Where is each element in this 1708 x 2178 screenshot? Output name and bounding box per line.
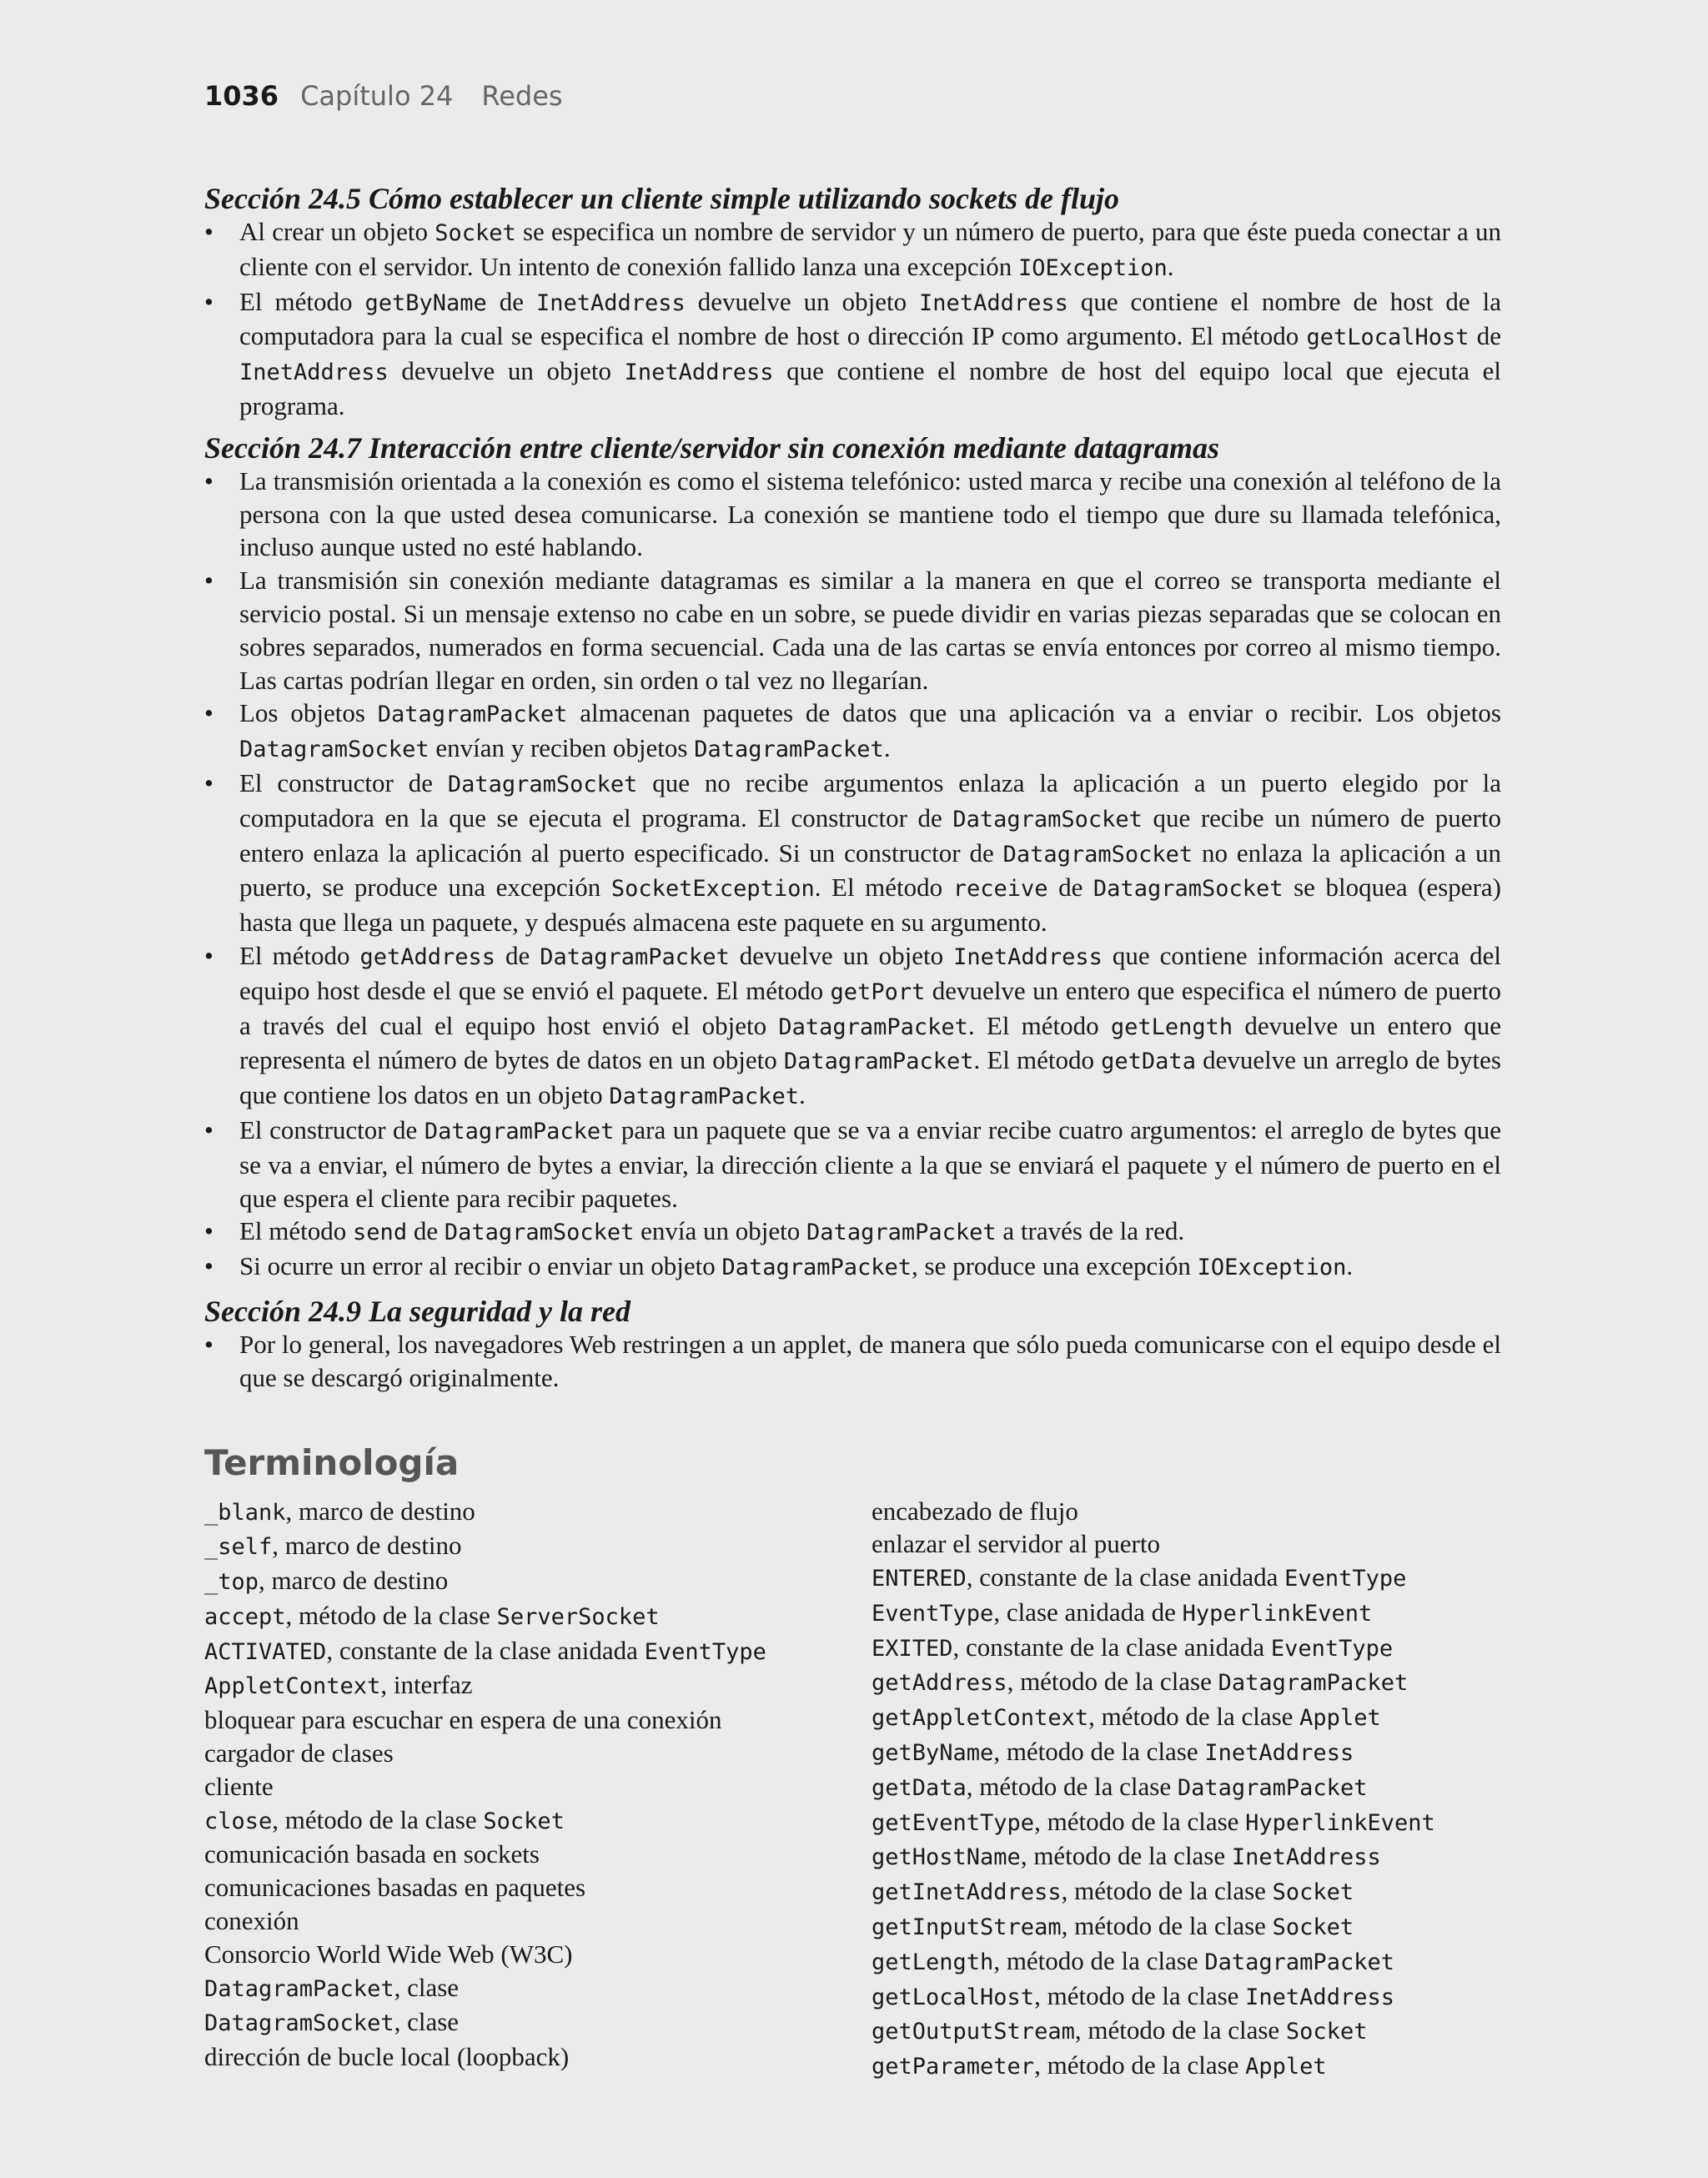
code-term: accept (204, 1603, 286, 1630)
chapter-title: Redes (481, 80, 563, 112)
term: ACTIVATED, constante de la clase anidada EventType (204, 1635, 766, 1665)
code-term: getInetAddress (872, 1879, 1062, 1906)
code-term: EventType (1270, 1635, 1394, 1662)
code-term: Applet (1245, 2054, 1327, 2080)
term: comunicaciones basadas en paquetes (204, 1873, 586, 1903)
code-term: DatagramSocket (447, 771, 638, 797)
code-term: DatagramSocket (444, 1220, 635, 1246)
term: DatagramSocket, clase (204, 2007, 460, 2037)
code-term: InetAddress (953, 943, 1103, 970)
code-term: InetAddress (919, 289, 1068, 316)
term: getParameter, método de la clase Applet (872, 2050, 1327, 2080)
code-term: InetAddress (1245, 1984, 1394, 2010)
term: cargador de clases (204, 1738, 394, 1768)
term: getAppletContext, método de la clase Applet (872, 1702, 1381, 1732)
code-term: DatagramPacket (721, 1255, 912, 1281)
term: getHostName, método de la clase InetAddress (872, 1841, 1381, 1871)
code-term: getLength (1110, 1014, 1233, 1040)
code-term: ServerSocket (496, 1603, 660, 1630)
chapter-label: Capítulo 24 (300, 80, 454, 112)
code-term: DatagramPacket (377, 702, 568, 728)
term: _top, marco de destino (204, 1566, 449, 1596)
term: _blank, marco de destino (204, 1496, 475, 1526)
code-term: EXITED (872, 1635, 953, 1662)
term: comunicación basada en sockets (204, 1839, 540, 1869)
bullet-list (204, 1328, 1501, 1395)
code-term: DatagramPacket (778, 1014, 968, 1040)
term: cliente (204, 1771, 274, 1801)
code-term: Socket (1285, 2019, 1368, 2045)
code-term: DatagramPacket (806, 1220, 997, 1246)
code-term: IOException (1017, 254, 1168, 281)
bullet-item: • Los objetos DatagramPacket almacenan paquetes de datos que una aplicación va a enviar o recibir. Los objetos DatagramSocket envían y reciben objetos DatagramPacket. (204, 697, 1501, 767)
code-term: ENTERED (872, 1566, 967, 1592)
term: conexión (204, 1906, 299, 1936)
code-term: InetAddress (624, 360, 774, 386)
term: dirección de bucle local (loopback) (204, 2042, 570, 2072)
term: getInetAddress, método de la clase Socket (872, 1876, 1354, 1906)
code-term: getAddress (359, 943, 496, 970)
code-term: IOException (1197, 1255, 1347, 1281)
code-term: DatagramPacket (1204, 1949, 1394, 1975)
code-term: ACTIVATED (204, 1638, 327, 1665)
code-term: Socket (435, 220, 516, 246)
code-term: getByName (872, 1740, 994, 1767)
code-term: getLocalHost (1306, 324, 1469, 351)
term: getAddress, método de la clase DatagramPacket (872, 1667, 1409, 1697)
code-term: receive (952, 876, 1048, 903)
code-term: HyperlinkEvent (1245, 1809, 1435, 1836)
bullet-item: • Si ocurre un error al recibir o enviar un objeto DatagramPacket, se produce una excepción IOException. (204, 1250, 1501, 1285)
code-term: getLength (872, 1949, 994, 1975)
term: _self, marco de destino (204, 1531, 462, 1561)
code-term: InetAddress (239, 360, 389, 386)
section-title: Sección 24.9 La seguridad y la red (204, 1294, 630, 1328)
bullet-item: • Al crear un objeto Socket se especifica un nombre de servidor y un número de puerto, para que éste pueda conectar a un cliente con el servidor. Un intento de conexión fallido lanza una excepción IOException. (204, 215, 1501, 285)
code-term: DatagramSocket (1002, 841, 1193, 868)
term: accept, método de la clase ServerSocket (204, 1600, 660, 1630)
code-term: close (204, 1808, 273, 1834)
terminology-column-2 (872, 1495, 1501, 2085)
code-term: DatagramPacket (204, 1975, 394, 2002)
term: getByName, método de la clase InetAddress (872, 1737, 1354, 1767)
code-term: getHostName (872, 1844, 1021, 1871)
code-term: EventType (872, 1600, 994, 1627)
bullet-item: • La transmisión sin conexión mediante datagramas es similar a la manera en que el correo se transporta mediante el servicio postal. Si un mensaje extenso no cabe en un sobre, se puede dividir en varias piezas separadas que se colocan en sobres separados, numerados en forma secuencial. Cada una de las cartas se envía entonces por correo al mismo tiempo. Las cartas podrían llegar en orden, sin orden o tal vez no llegarían. (204, 564, 1501, 697)
term: enlazar el servidor al puerto (872, 1529, 1160, 1559)
code-term: InetAddress (535, 289, 686, 316)
term: EXITED, constante de la clase anidada EventType (872, 1632, 1394, 1662)
term: encabezado de flujo (872, 1496, 1078, 1526)
term: getLength, método de la clase DatagramPacket (872, 1945, 1394, 1975)
code-term: Socket (1272, 1879, 1354, 1906)
code-term: InetAddress (1204, 1740, 1354, 1767)
term: getEventType, método de la clase HyperlinkEvent (872, 1806, 1435, 1836)
main-content (204, 182, 1501, 2084)
code-term: getData (872, 1774, 967, 1801)
code-term: DatagramPacket (609, 1084, 799, 1110)
code-term: _top (204, 1569, 259, 1596)
bullet-item: • Por lo general, los navegadores Web restringen a un applet, de manera que sólo pueda comunicarse con el equipo desde el que se descargó originalmente. (204, 1328, 1501, 1395)
term: getData, método de la clase DatagramPacket (872, 1771, 1368, 1801)
code-term: DatagramPacket (540, 943, 730, 970)
bullet-item: • El método send de DatagramSocket envía un objeto DatagramPacket a través de la red. (204, 1215, 1501, 1250)
term: ENTERED, constante de la clase anidada EventType (872, 1562, 1407, 1592)
code-term: DatagramPacket (1177, 1774, 1368, 1801)
running-head (204, 80, 563, 112)
term: Consorcio World Wide Web (W3C) (204, 1939, 573, 1969)
bullet-item: • El método getByName de InetAddress devuelve un objeto InetAddress que contiene el nombre de host de la computadora para la cual se especifica el nombre de host o dirección IP como argumento. El método getLocalHost de InetAddress devuelve un objeto InetAddress que contiene el nombre de host del equipo local que ejecuta el programa. (204, 285, 1501, 423)
code-term: getAppletContext (872, 1705, 1089, 1732)
code-term: getOutputStream (872, 2019, 1075, 2045)
code-term: DatagramPacket (694, 737, 884, 763)
terminology-heading: Terminología (204, 1441, 460, 1483)
code-term: HyperlinkEvent (1182, 1600, 1373, 1627)
term: bloquear para escuchar en espera de una conexión (204, 1705, 722, 1735)
term: getLocalHost, método de la clase InetAddress (872, 1980, 1394, 2010)
code-term: getData (1101, 1049, 1196, 1075)
code-term: AppletContext (204, 1673, 381, 1700)
bullet-item: • La transmisión orientada a la conexión es como el sistema telefónico: usted marca y recibe una conexión al teléfono de la persona con la que usted desea comunicarse. La conexión se mantiene todo el tiempo que dure su llamada telefónica, incluso aunque usted no esté hablando. (204, 465, 1501, 564)
code-term: DatagramSocket (1093, 876, 1284, 903)
code-term: DatagramPacket (424, 1118, 615, 1144)
code-term: EventType (1284, 1566, 1407, 1592)
code-term: getLocalHost (872, 1984, 1035, 2010)
page-number: 1036 (204, 80, 279, 112)
term: close, método de la clase Socket (204, 1804, 565, 1834)
terminology-columns (204, 1495, 1501, 2085)
term: getOutputStream, método de la clase Socket (872, 2015, 1368, 2045)
section-title: Sección 24.5 Cómo establecer un cliente simple utilizando sockets de flujo (204, 182, 1119, 215)
code-term: DatagramPacket (783, 1049, 974, 1075)
code-term: DatagramSocket (204, 2010, 394, 2037)
bullet-item: • El constructor de DatagramPacket para un paquete que se va a enviar recibe cuatro argumentos: el arreglo de bytes que se va a enviar, el número de bytes a enviar, la dirección cliente a la que se enviará el paquete y el número de puerto en el que espera el cliente para recibir paquetes. (204, 1114, 1501, 1215)
term: AppletContext, interfaz (204, 1670, 473, 1700)
terminology-column-1 (204, 1495, 872, 2085)
term: DatagramPacket, clase (204, 1972, 460, 2002)
bullet-item: • El método getAddress de DatagramPacket devuelve un objeto InetAddress que contiene información acerca del equipo host desde el que se envió el paquete. El método getPort devuelve un entero que especifica el número de puerto a través del cual el equipo host envió el objeto DatagramPacket. El método getLength devuelve un entero que representa el número de bytes de datos en un objeto DatagramPacket. El método getData devuelve un arreglo de bytes que contiene los datos en un objeto DatagramPacket. (204, 939, 1501, 1114)
code-term: Applet (1299, 1705, 1381, 1732)
code-term: getPort (830, 978, 926, 1005)
code-term: DatagramSocket (952, 806, 1143, 832)
term: getInputStream, método de la clase Socket (872, 1911, 1354, 1941)
bullet-list (204, 465, 1501, 1285)
code-term: DatagramPacket (1218, 1670, 1409, 1697)
code-term: getAddress (872, 1670, 1007, 1697)
bullet-list (204, 215, 1501, 423)
code-term: _self (204, 1534, 273, 1561)
code-term: getEventType (872, 1809, 1035, 1836)
section-title: Sección 24.7 Interacción entre cliente/servidor sin conexión mediante datagramas (204, 430, 1219, 465)
code-term: _blank (204, 1499, 286, 1526)
code-term: DatagramSocket (239, 737, 430, 763)
code-term: InetAddress (1231, 1844, 1381, 1871)
bullet-item: • El constructor de DatagramSocket que no recibe argumentos enlaza la aplicación a un puerto elegido por la computadora en la que se ejecuta el programa. El constructor de DatagramSocket que recibe un número de puerto entero enlaza la aplicación al puerto especificado. Si un constructor de DatagramSocket no enlaza la aplicación a un puerto, se produce una excepción SocketException. El método receive de DatagramSocket se bloquea (espera) hasta que llega un paquete, y después almacena este paquete en su argumento. (204, 767, 1501, 939)
code-term: getInputStream (872, 1914, 1062, 1941)
term: EventType, clase anidada de HyperlinkEvent (872, 1597, 1373, 1627)
code-term: Socket (483, 1808, 565, 1834)
code-term: Socket (1272, 1914, 1354, 1941)
code-term: send (353, 1220, 408, 1246)
code-term: getByName (364, 289, 487, 316)
code-term: SocketException (610, 876, 815, 903)
code-term: getParameter (872, 2054, 1035, 2080)
code-term: EventType (644, 1638, 766, 1665)
